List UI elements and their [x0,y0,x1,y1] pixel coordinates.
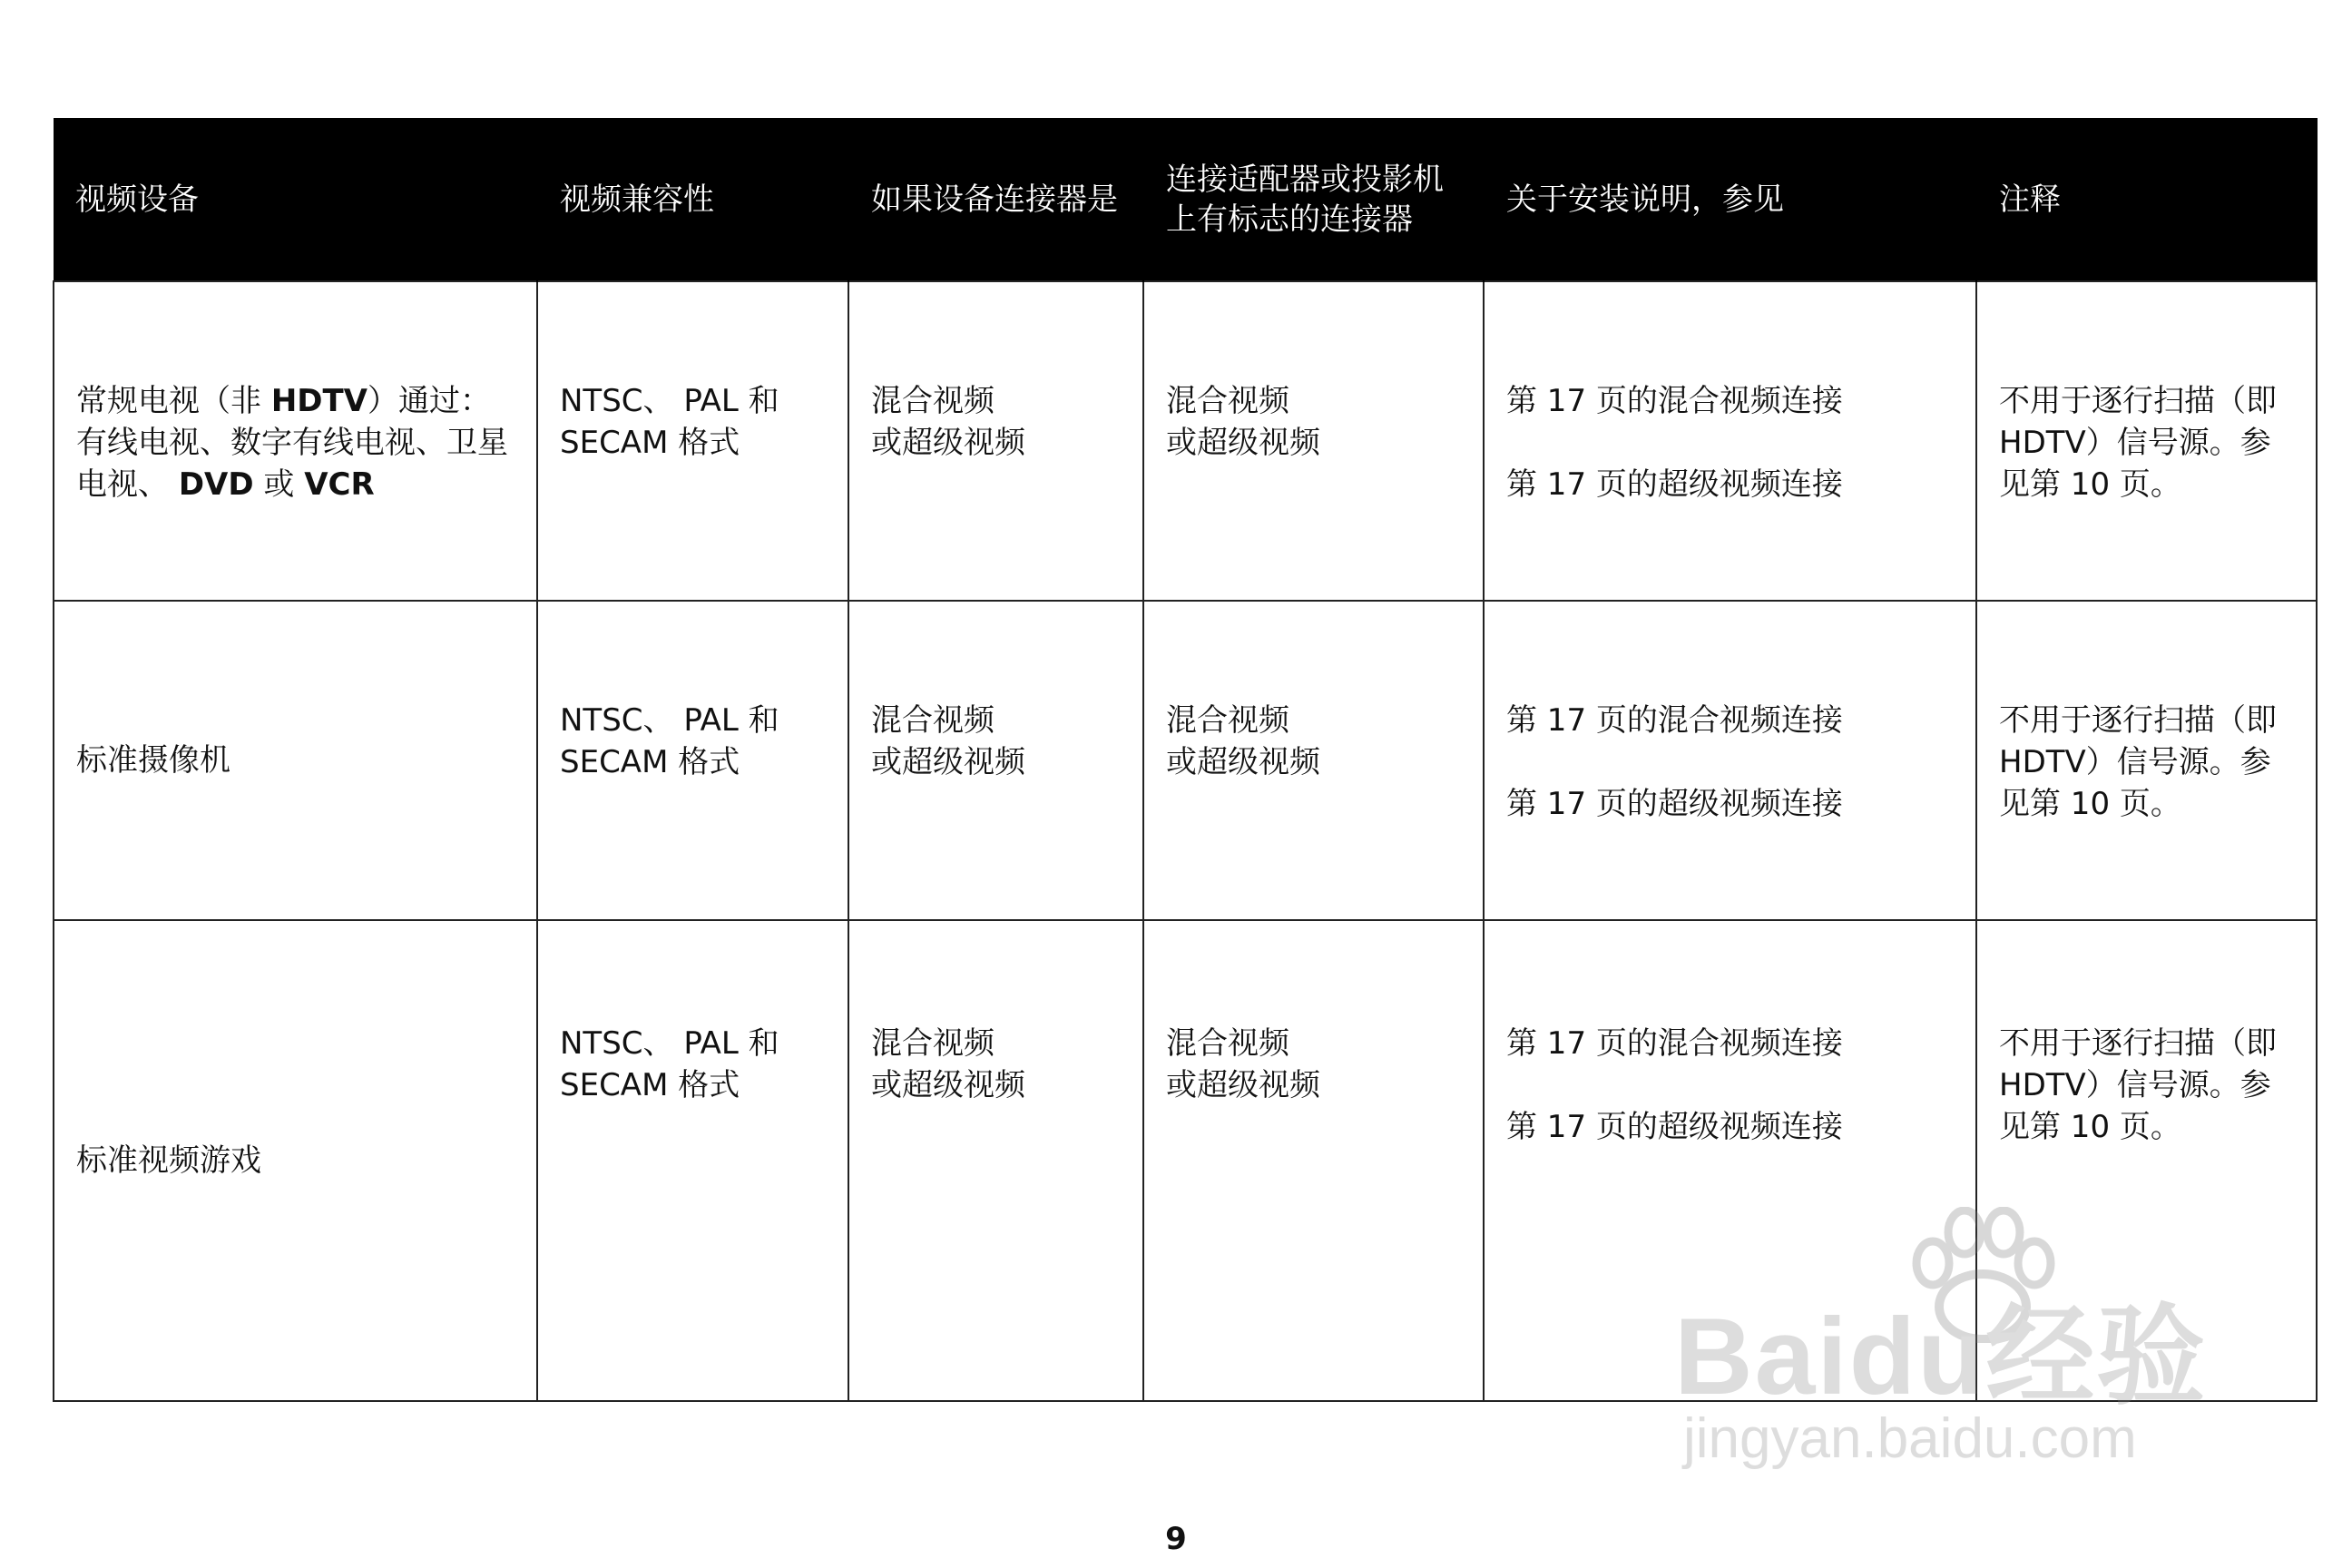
header-notes: 注释 [1976,118,2317,281]
connector-line: 或超级视频 [1166,744,1320,780]
header-setup-instructions: 关于安装说明，参见 [1484,118,1976,281]
compatibility-line: NTSC、 PAL 和 [560,383,779,419]
device-connector-cell [848,920,1143,1401]
setup-line: 第 17 页的超级视频连接 [1506,1109,1843,1145]
header-video-compatibility: 视频兼容性 [537,118,848,281]
setup-cell [1484,281,1976,601]
adapter-connector-cell [1143,281,1484,601]
connector-line: 混合视频 [1166,383,1289,419]
compatibility-line: SECAM 格式 [560,425,740,461]
device-text: ）通过：有线电视、数字有线电视、卫星电视、 [76,383,508,503]
compatibility-line: SECAM 格式 [560,1067,740,1103]
connector-line: 混合视频 [871,383,995,419]
table-row [54,281,2317,601]
device-text-bold: HDTV [270,383,368,419]
connector-line: 或超级视频 [871,744,1025,780]
adapter-connector-cell [1143,601,1484,920]
setup-cell [1484,601,1976,920]
connector-line: 或超级视频 [871,425,1025,461]
connector-line: 或超级视频 [1166,1067,1320,1103]
header-video-device: 视频设备 [54,118,537,281]
line-gap [1506,422,1954,464]
compatibility-cell [537,281,848,601]
device-cell: 标准视频游戏 [54,920,537,1401]
watermark-logo-text: Baidu经验 [1674,1296,2208,1417]
device-connector-cell [848,601,1143,920]
device-cell: 标准摄像机 [54,601,537,920]
compatibility-line: NTSC、 PAL 和 [560,1025,779,1062]
device-text: 常规电视（非 [76,383,271,419]
device-connector-cell [848,281,1143,601]
connector-line: 混合视频 [1166,702,1289,739]
setup-line: 第 17 页的混合视频连接 [1506,1025,1843,1062]
adapter-connector-cell [1143,920,1484,1401]
baidu-jingyan-watermark [1674,1207,2255,1479]
setup-line: 第 17 页的超级视频连接 [1506,466,1843,503]
notes-cell: 不用于逐行扫描（即 HDTV）信号源。参见第 10 页。 [1976,920,2317,1401]
device-text-bold: DVD [178,466,254,503]
setup-line: 第 17 页的混合视频连接 [1506,383,1843,419]
connector-line: 混合视频 [871,702,995,739]
watermark-url-text: jingyan.baidu.com [1683,1407,2137,1470]
header-row [54,118,2317,281]
line-gap [1506,1064,1954,1106]
header-adapter-connector: 连接适配器或投影机上有标志的连接器 [1143,118,1484,281]
compatibility-line: NTSC、 PAL 和 [560,702,779,739]
setup-line: 第 17 页的混合视频连接 [1506,702,1843,739]
compatibility-cell [537,601,848,920]
device-text: 或 [253,466,305,503]
device-text-bold: VCR [304,466,375,503]
page-number: 9 [1165,1521,1187,1557]
compatibility-line: SECAM 格式 [560,744,740,780]
connector-line: 或超级视频 [871,1067,1025,1103]
notes-cell: 不用于逐行扫描（即 HDTV）信号源。参见第 10 页。 [1976,281,2317,601]
line-gap [1506,741,1954,783]
setup-line: 第 17 页的超级视频连接 [1506,786,1843,822]
connector-line: 混合视频 [1166,1025,1289,1062]
table-header [54,118,2317,281]
table-row [54,601,2317,920]
notes-cell: 不用于逐行扫描（即 HDTV）信号源。参见第 10 页。 [1976,601,2317,920]
header-device-connector: 如果设备连接器是 [848,118,1143,281]
compatibility-cell [537,920,848,1401]
connector-line: 或超级视频 [1166,425,1320,461]
connector-line: 混合视频 [871,1025,995,1062]
device-cell [54,281,537,601]
